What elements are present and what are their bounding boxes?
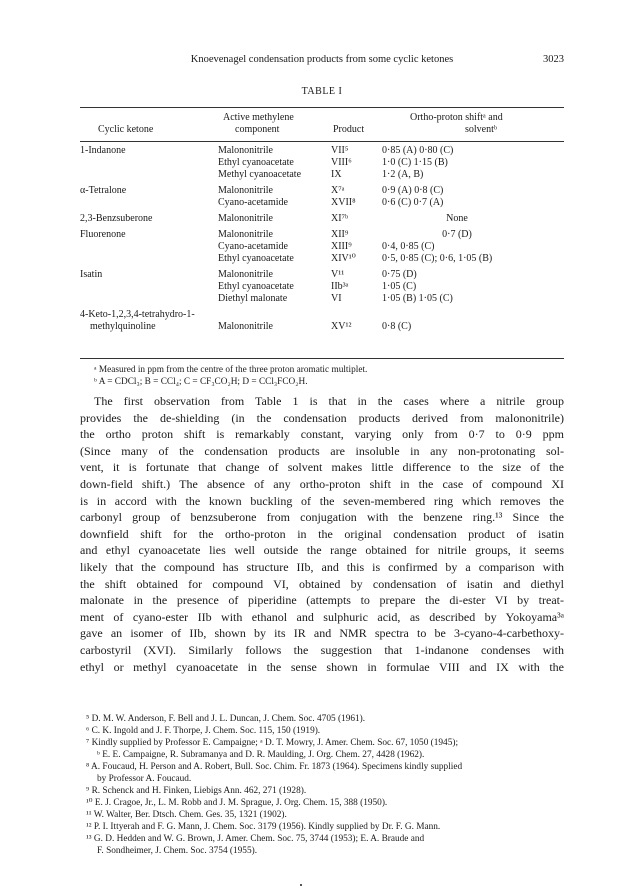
- cell-shift: 0·4, 0·85 (C): [382, 241, 435, 252]
- body-line: downfield shift for the ortho-proton in the original condensation product of isatin: [80, 526, 564, 541]
- body-line: provides the de-shielding (in the condensation products derived from malononitrile): [80, 410, 564, 425]
- table-row: [80, 157, 564, 169]
- table-row: [80, 321, 564, 333]
- table-footnote: ᵇ A = CDCl₃; B = CCl₄; C = CF₃CO₂H; D = CCl₃FCO₂H.: [94, 377, 308, 387]
- cell-active: Malononitrile: [218, 321, 273, 332]
- cell-product: XIV¹⁰: [331, 253, 356, 264]
- cell-product: IX: [331, 169, 342, 180]
- body-line: the shift obtained for compound VI, obtained by condensation of isatin and diethyl: [80, 576, 564, 591]
- body-line: carbonyl group of benzsuberone from conjugation with the benzene ring.¹³ Since the: [80, 510, 564, 525]
- cell-shift: 0·9 (A) 0·8 (C): [382, 185, 444, 196]
- reference-item: ¹³ G. D. Hedden and W. G. Brown, J. Amer. Chem. Soc. 75, 3744 (1953); E. A. Braude and: [86, 834, 425, 844]
- cell-shift: 0·7 (D): [442, 229, 472, 240]
- header-cyclic-ketone: Cyclic ketone: [98, 124, 154, 135]
- cell-product: XVII⁸: [331, 197, 356, 208]
- reference-item: ¹⁰ E. J. Cragoe, Jr., L. M. Robb and J. M. Sprague, J. Org. Chem. 15, 388 (1950).: [86, 798, 388, 808]
- cell-shift: None: [446, 213, 468, 224]
- body-line: the ortho proton shift is remarkably constant, varying only from 0·7 to 0·9 ppm: [80, 427, 564, 442]
- cell-ketone: Isatin: [80, 269, 103, 280]
- table-header-rule: [80, 141, 564, 142]
- cell-ketone: 4-Keto-1,2,3,4-tetrahydro-1-: [80, 309, 195, 320]
- cell-active: Ethyl cyanoacetate: [218, 281, 294, 292]
- reference-item: ⁷ Kindly supplied by Professor E. Campaigne; ᵃ D. T. Mowry, J. Amer. Chem. Soc. 67, 1050 (1945);: [86, 738, 459, 748]
- table-row: [80, 281, 564, 293]
- cell-ketone: Fluorenone: [80, 229, 126, 240]
- header-product: Product: [333, 124, 365, 135]
- cell-shift: 1·05 (C): [382, 281, 417, 292]
- table-row: [80, 213, 564, 225]
- cell-active: Diethyl malonate: [218, 293, 288, 304]
- table-row: [80, 229, 564, 241]
- cell-product: V¹¹: [331, 269, 345, 280]
- body-line: The first observation from Table 1 is that in the cases where a nitrile group: [94, 394, 564, 408]
- running-head: [80, 54, 564, 68]
- reference-item: ⁸ A. Foucaud, H. Person and A. Robert, Bull. Soc. Chim. Fr. 1873 (1964). Specimens kindly supplied: [86, 762, 463, 772]
- cell-ketone: 1-Indanone: [80, 145, 126, 156]
- cell-product: X⁷ᵃ: [331, 185, 345, 196]
- table-row: [80, 185, 564, 197]
- table-row: [80, 293, 564, 305]
- cell-product: IIb³ᵃ: [331, 281, 349, 292]
- table-row: [80, 241, 564, 253]
- cell-active: Malononitrile: [218, 213, 273, 224]
- cell-active: Malononitrile: [218, 185, 273, 196]
- cell-product: VI: [331, 293, 342, 304]
- body-line: likely that the compound has structure IIb, and this is confirmed by a comparison with: [80, 560, 564, 574]
- table-caption: TABLE I: [301, 86, 343, 97]
- reference-item: ¹¹ W. Walter, Ber. Dtsch. Chem. Ges. 35, 1321 (1902).: [86, 810, 287, 820]
- reference-item: ⁵ D. M. W. Anderson, F. Bell and J. L. Duncan, J. Chem. Soc. 4705 (1961).: [86, 714, 366, 724]
- body-line: (Since many of the condensation products are insoluble in any non-protonating sol-: [80, 443, 564, 458]
- body-line: carbostyril (XVI). Similarly follows the suggestion that 1-indanone condenses with: [80, 643, 564, 657]
- cell-shift: 0·75 (D): [382, 269, 417, 280]
- cell-shift: 1·05 (B) 1·05 (C): [382, 293, 453, 304]
- reference-item: ¹² P. I. Ittyerah and F. G. Mann, J. Chem. Soc. 3179 (1956). Kindly supplied by Dr. F. G. Mann.: [86, 822, 441, 832]
- body-line: malonate in the presence of piperidine (attempts to prepare the di-ester VI by treat-: [80, 593, 564, 608]
- table-bottom-rule: [80, 358, 564, 359]
- cell-ketone: α-Tetralone: [80, 185, 127, 196]
- table-row: [80, 145, 564, 157]
- cell-active: Ethyl cyanoacetate: [218, 253, 294, 264]
- page-number: 3023: [543, 54, 564, 65]
- cell-product: XIII⁹: [331, 241, 352, 252]
- body-line: ethyl or methyl cyanoacetate in the sense shown in formulae VIII and IX with the: [80, 659, 564, 674]
- body-line: ment of cyano-ester IIb with ethanol and sulphuric acid, as described by Yokoyama³ᵃ: [80, 609, 564, 624]
- table-row: [80, 169, 564, 181]
- cell-active: Ethyl cyanoacetate: [218, 157, 294, 168]
- cell-active: Cyano-acetamide: [218, 197, 288, 208]
- cell-shift: 1·0 (C) 1·15 (B): [382, 157, 448, 168]
- cell-shift: 1·2 (A, B): [382, 169, 424, 180]
- reference-item: by Professor A. Foucaud.: [97, 774, 192, 784]
- table-top-rule: [80, 107, 564, 108]
- cell-shift: 0·85 (A) 0·80 (C): [382, 145, 454, 156]
- cell-shift: 0·6 (C) 0·7 (A): [382, 197, 444, 208]
- cell-product: XII⁹: [331, 229, 349, 240]
- header-active-line2: component: [235, 124, 280, 135]
- cell-product: XV¹²: [331, 321, 352, 332]
- table-row: [80, 253, 564, 265]
- table-row: [80, 309, 564, 321]
- cell-product: VIII⁶: [331, 157, 352, 168]
- cell-active: Malononitrile: [218, 269, 273, 280]
- table-row: [80, 197, 564, 209]
- reference-item: ⁶ C. K. Ingold and J. F. Thorpe, J. Chem. Soc. 115, 150 (1919).: [86, 726, 321, 736]
- header-shift-line1: Ortho-proton shiftᵃ and: [410, 112, 503, 123]
- cell-active: Cyano-acetamide: [218, 241, 288, 252]
- cell-product: XI⁷ᵇ: [331, 213, 349, 224]
- header-shift-line2: solventᵇ: [465, 124, 497, 135]
- reference-item: ᵇ E. E. Campaigne, R. Subramanya and D. R. Maulding, J. Org. Chem. 27, 4428 (1962).: [97, 750, 425, 760]
- cell-shift: 0·5, 0·85 (C); 0·6, 1·05 (B): [382, 253, 493, 264]
- reference-item: F. Sondheimer, J. Chem. Soc. 3754 (1955).: [97, 846, 258, 856]
- cell-ketone: methylquinoline: [90, 321, 156, 332]
- scan-speck: [300, 884, 302, 886]
- running-title: Knoevenagel condensation products from some cyclic ketones: [190, 54, 454, 65]
- reference-item: ⁹ R. Schenck and H. Finken, Liebigs Ann. 462, 271 (1928).: [86, 786, 307, 796]
- cell-product: VII⁵: [331, 145, 349, 156]
- cell-active: Malononitrile: [218, 229, 273, 240]
- table-header: [80, 112, 564, 142]
- body-line: vent, it is fortunate that change of solvent makes little difference to the size of the: [80, 460, 564, 475]
- table-footnote: ᵃ Measured in ppm from the centre of the three proton aromatic multiplet.: [94, 365, 368, 375]
- header-active-line1: Active methylene: [223, 112, 294, 123]
- cell-active: Methyl cyanoacetate: [218, 169, 302, 180]
- cell-active: Malononitrile: [218, 145, 273, 156]
- cell-ketone: 2,3-Benzsuberone: [80, 213, 153, 224]
- body-line: and ethyl cyanoacetate lies well outside the range obtained for nitrile groups, it seems: [80, 543, 564, 558]
- body-line: is in accord with the known buckling of the seven-membered ring which removes the: [80, 493, 564, 508]
- table-row: [80, 269, 564, 281]
- cell-shift: 0·8 (C): [382, 321, 412, 332]
- body-line: down-field shift.) The absence of any ortho-proton shift in the case of compound XI: [80, 477, 564, 491]
- body-line: gave an isomer of IIb, shown by its IR and NMR spectra to be 3-cyano-4-carbethoxy-: [80, 626, 564, 641]
